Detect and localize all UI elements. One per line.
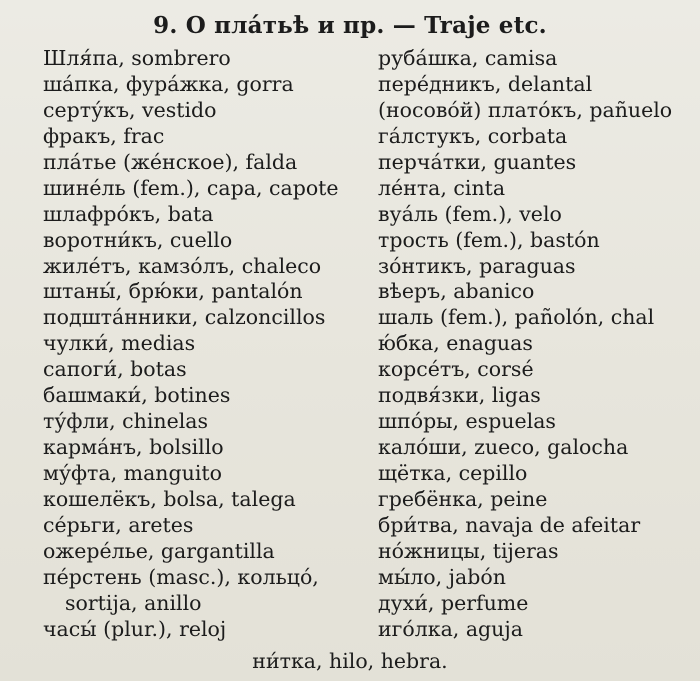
vocab-entry: пере́дникъ, delantal — [378, 71, 593, 96]
vocab-entry: кошелёкъ, bolsa, talega — [43, 486, 296, 511]
vocab-entry: фракъ, frac — [43, 123, 165, 148]
vocab-entry: щётка, cepillo — [378, 461, 528, 485]
vocabulary-column-left — [43, 46, 339, 643]
section-heading: 9. О пла́тьѣ и пр. — Traje etc. — [153, 12, 547, 39]
vocab-entry: штаны́, брю́ки, pantalón — [43, 279, 303, 304]
vocab-entry: пе́рстень (masc.), кольцо́, — [43, 564, 319, 589]
vocab-entry: подшта́нники, calzoncillos — [43, 305, 326, 330]
vocab-entry: му́фта, manguito — [43, 461, 222, 485]
vocab-entry: шаль (fem.), pañolón, chal — [378, 305, 655, 330]
vocab-entry: трость (fem.), bastón — [378, 227, 600, 252]
vocab-entry: вѣеръ, abanico — [378, 279, 535, 304]
vocab-entry: серту́къ, vestido — [43, 97, 217, 122]
vocabulary-column-right — [378, 46, 672, 643]
vocab-entry: руба́шка, camisa — [378, 46, 558, 70]
vocab-entry: шпо́ры, espuelas — [378, 409, 556, 434]
vocab-entry-continuation: sortija, anillo — [65, 590, 202, 615]
vocab-entry: жиле́тъ, камзо́лъ, chaleco — [43, 253, 322, 278]
vocab-entry: гребёнка, peine — [378, 486, 548, 511]
vocab-entry: пла́тье (же́нское), falda — [43, 149, 298, 174]
vocab-entry: се́рьги, aretes — [43, 512, 194, 537]
vocab-entry: шине́ль (fem.), capa, capote — [43, 175, 339, 200]
vocab-entry: вуа́ль (fem.), velo — [378, 201, 562, 226]
vocab-entry: (носово́й) плато́къ, pañuelo — [378, 97, 673, 122]
vocab-entry: воротни́къ, cuello — [43, 227, 233, 252]
vocab-entry: ша́пка, фура́жка, gorra — [43, 71, 294, 96]
vocab-entry: но́жницы, tijeras — [378, 538, 559, 563]
vocab-entry: перча́тки, guantes — [378, 149, 577, 174]
vocab-entry: кало́ши, zueco, galocha — [378, 435, 629, 460]
vocab-entry: духи́, perfume — [378, 590, 529, 615]
vocab-entry: зо́нтикъ, paraguas — [378, 253, 576, 278]
vocab-entry: подвя́зки, ligas — [378, 383, 541, 408]
vocab-entry: ожере́лье, gargantilla — [43, 538, 275, 563]
vocab-entry: ту́фли, chinelas — [43, 409, 209, 434]
vocab-entry: иго́лка, aguja — [378, 616, 523, 641]
vocab-entry: бри́тва, navaja de afeitar — [378, 512, 641, 537]
vocab-entry: часы́ (plur.), reloj — [43, 616, 227, 641]
vocab-entry: ю́бка, enaguas — [378, 331, 533, 356]
vocab-entry: башмаки́, botines — [43, 383, 231, 408]
vocab-entry: корсе́тъ, corsé — [378, 357, 534, 382]
vocab-entry: мы́ло, jabón — [378, 564, 506, 589]
vocab-final-entry: ни́тка, hilo, hebra. — [252, 649, 448, 673]
vocab-entry: га́лстукъ, corbata — [378, 123, 568, 148]
vocab-entry: шлафро́къ, bata — [43, 201, 214, 226]
vocab-entry: карма́нъ, bolsillo — [43, 435, 224, 460]
vocab-entry: ле́нта, cinta — [378, 175, 506, 200]
vocab-entry: чулки́, medias — [43, 331, 196, 356]
vocab-entry: Шля́па, sombrero — [43, 46, 231, 70]
vocab-entry: сапоги́, botas — [43, 357, 187, 382]
